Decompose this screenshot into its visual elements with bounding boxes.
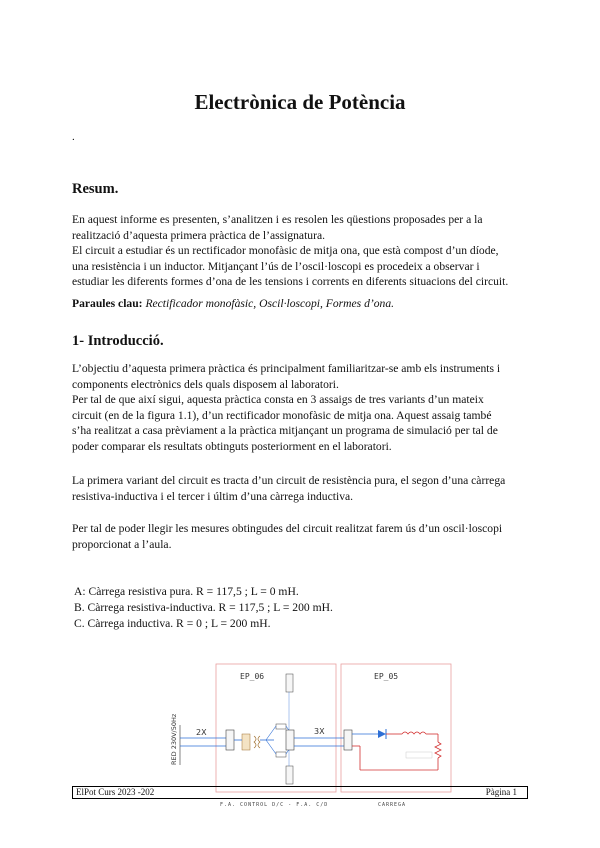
connector-3x-label: 3X [314,727,325,736]
stray-dot: . [72,131,75,143]
keywords-label: Paraules clau: [72,297,143,310]
connector-2x-label: 2X [196,728,207,737]
intro-line: s’ha realitzat a casa prèviament a la pràctica mitjançant un programa de simulació per tal de [72,424,498,438]
intro-heading: 1- Introducció. [72,333,164,349]
intro-line: circuit (en de la figura 1.1), d’un rectificador monofàsic de mitja ona. Aquest assaig també [72,408,492,422]
intro-line: components electrònics dels quals disposem al laboratori. [72,377,339,391]
intro-line: Per tal de poder llegir les mesures obtingudes del circuit realitzat farem ús d’un oscil·loscopi [72,522,503,535]
intro-line: La primera variant del circuit es tracta d’un circuit de resistència pura, el segon d’una càrrega [72,474,506,487]
circuit-schematic [156,660,456,805]
intro-line: resistiva-inductiva i el tercer i últim d’una càrrega inductiva. [72,489,354,503]
abstract-text [72,212,528,290]
variant-list [74,584,333,631]
intro-line: L’objectiu d’aquesta primera pràctica és principalment familiaritzar-se amb els instruments i [72,362,501,375]
schematic-caption-left: F.A. CONTROL D/C - F.A. C/D [220,802,329,808]
abstract-line: realització d’aquesta primera pràctica de l’assignatura. [72,228,325,242]
page-footer [72,786,528,799]
intro-paragraph-1 [72,361,528,455]
abstract-line: una resistència i un inductor. Mitjançant l’ús de l’oscil·loscopi es procedeix a observar i [72,259,480,273]
schematic-caption-right: CARREGA [378,802,407,808]
page-title: Electrònica de Potència [194,90,406,114]
block-ep05-label: EP_05 [374,672,399,681]
intro-line: poder comparar els resultats obtinguts posteriorment en el laboratori. [72,439,392,453]
source-label: RED 230V/50Hz [170,713,178,765]
abstract-heading: Resum. [72,181,119,197]
abstract-line: estudiar les diferents formes d’ona de les tensions i corrents en diferents situacions del circuit. [72,275,509,289]
intro-line: proporcionat a l’aula. [72,537,172,551]
intro-paragraph-3 [72,521,528,552]
abstract-line: El circuit a estudiar és un rectificador monofàsic de mitja ona, que està compost d’un díode, [72,244,499,258]
footer-page-number: Pàgina 1 [485,787,517,797]
keywords [72,296,528,312]
intro-line: Per tal de que així sigui, aquesta pràctica consta en 3 assaigs de tres variants d’un mateix [72,393,484,407]
abstract-line: En aquest informe es presenten, s’analitzen i es resolen les qüestions proposades per a la [72,213,483,226]
keywords-list: Rectificador monofàsic, Oscil·loscopi, Formes d’ona. [145,297,395,310]
block-ep06-label: EP_06 [240,672,265,681]
variant-item-c: C. Càrrega inductiva. R = 0 ; L = 200 mH. [74,616,271,630]
variant-item-b: B. Càrrega resistiva-inductiva. R = 117,5 ; L = 200 mH. [74,600,333,614]
variant-item-a: A: Càrrega resistiva pura. R = 117,5 ; L = 0 mH. [74,585,299,598]
footer-course: ElPot Curs 2023 -202 [76,787,155,797]
intro-paragraph-2 [72,473,528,504]
